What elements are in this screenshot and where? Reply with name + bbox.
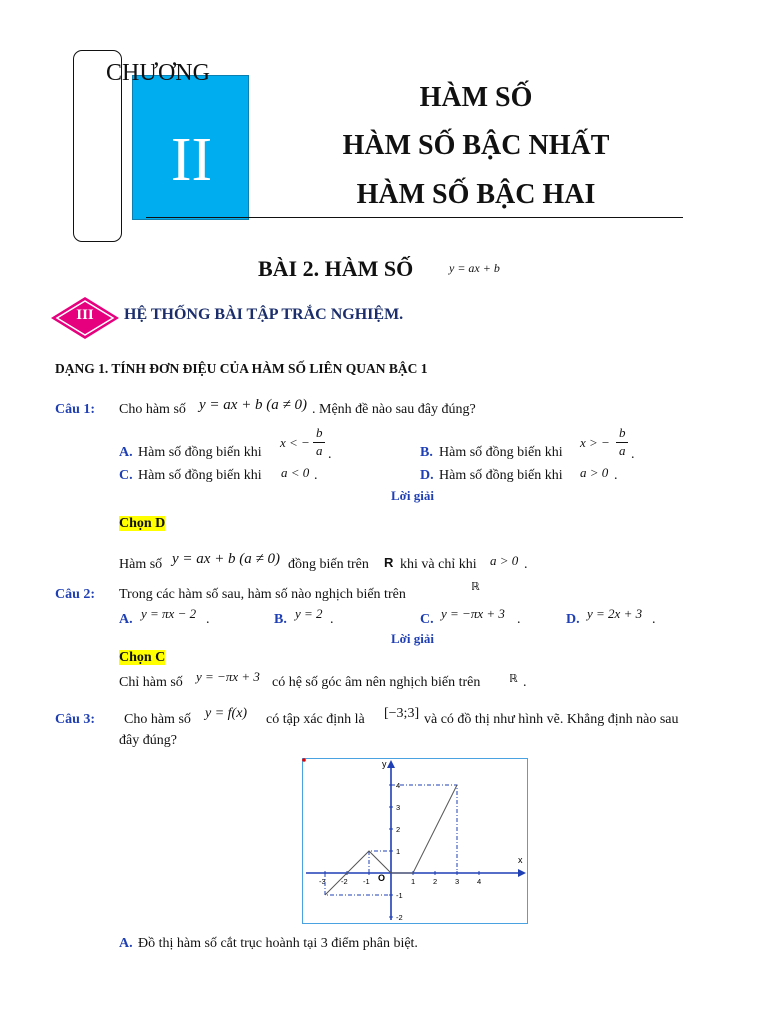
graph-corner-dot <box>302 758 306 762</box>
cau2-expl-b: có hệ số góc âm nên nghịch biến trên <box>272 675 481 690</box>
cau3-stem-d: đây đúng? <box>119 733 177 748</box>
section-title: HỆ THỐNG BÀI TẬP TRẮC NGHIỆM. <box>124 306 404 323</box>
cau2-optA-dot: . <box>206 612 210 627</box>
function-graph <box>302 758 528 924</box>
cau2-optD-label: D. <box>566 612 580 627</box>
y-tick-label: 2 <box>396 825 401 834</box>
cau2-optC-math: y = −πx + 3 <box>441 606 505 621</box>
y-tick-label: -1 <box>396 891 403 900</box>
cau1-optD-dot: . <box>614 468 618 483</box>
cau1-optD-text: Hàm số đồng biến khi <box>439 468 563 483</box>
cau1-expl-b: đồng biến trên <box>288 557 369 572</box>
cau1-stem-math: y = ax + b (a ≠ 0) <box>199 397 308 413</box>
cau2-expl-math: y = −πx + 3 <box>196 669 260 684</box>
cau1-optB-dot: . <box>631 447 635 462</box>
cau1-optC-math: a < 0 <box>281 465 310 480</box>
cau2-stem: Trong các hàm số sau, hàm số nào nghịch biến trên <box>119 587 406 602</box>
chapter-number: II <box>170 126 213 194</box>
cau2-solution-label: Lời giải <box>391 631 434 646</box>
x-axis-label: x <box>518 855 523 865</box>
cau3-stem-math2: [−3;3] <box>384 706 420 721</box>
cau3-optA-label: A. <box>119 936 133 951</box>
chapter-title-2: HÀM SỐ BẬC NHẤT <box>342 130 610 161</box>
chapter-title-3: HÀM SỐ BẬC HAI <box>356 179 596 210</box>
cau2-optB-dot: . <box>330 612 334 627</box>
cau1-optA-label: A. <box>119 445 133 460</box>
cau1-optC-text: Hàm số đồng biến khi <box>138 468 262 483</box>
y-tick-label: 1 <box>396 847 401 856</box>
cau1-expl-c: khi và chỉ khi <box>400 557 477 572</box>
cau1-optB-den: a <box>619 443 626 458</box>
cau1-expl-R: R <box>384 555 394 570</box>
cau2-answer <box>119 650 165 666</box>
cau2-optB-label: B. <box>274 612 287 627</box>
y-tick-label: 4 <box>396 781 401 790</box>
cau1-optB-label: B. <box>420 445 433 460</box>
cau1-optC-dot: . <box>314 468 318 483</box>
cau1-optC-label: C. <box>119 468 133 483</box>
cau2-optA-math: y = πx − 2 <box>141 606 197 621</box>
cau1-optB-math: x > − <box>580 435 610 450</box>
cau1-answer-text: Chọn D <box>119 516 166 531</box>
origin-label: O <box>378 873 386 883</box>
graph-frame <box>303 759 528 924</box>
cau3-stem-c: và có đồ thị như hình vẽ. Khẳng định nào sau <box>424 712 679 727</box>
cau2-stem-R: ℝ <box>471 580 480 593</box>
cau1-optA-text: Hàm số đồng biến khi <box>138 445 262 460</box>
x-tick-label: -1 <box>363 877 370 886</box>
chapter-title-1: HÀM SỐ <box>419 82 533 113</box>
cau2-expl-R: ℝ <box>509 672 518 685</box>
cau1-stem-a: Cho hàm số <box>119 402 186 417</box>
cau1-optB-text: Hàm số đồng biến khi <box>439 445 563 460</box>
cau1-expl-a: Hàm số <box>119 557 163 572</box>
section-badge-label: III <box>76 307 94 323</box>
x-tick-label: 1 <box>411 877 416 886</box>
chapter-word: CHƯƠNG <box>106 60 210 86</box>
x-tick-label: -2 <box>341 877 348 886</box>
lesson-title: BÀI 2. HÀM SỐ <box>258 256 414 281</box>
cau1-optA-math: x < − <box>280 435 310 450</box>
cau1-optD-math: a > 0 <box>580 465 609 480</box>
x-tick-label: 2 <box>433 877 438 886</box>
cau1-optA-num: b <box>316 425 323 440</box>
cau1-expl-math2: a > 0 <box>490 553 519 568</box>
cau2-expl-a: Chỉ hàm số <box>119 675 183 690</box>
cau1-expl-math: y = ax + b (a ≠ 0) <box>172 551 281 567</box>
header-rule <box>146 217 683 218</box>
cau2-expl-dot: . <box>523 675 527 690</box>
cau1-expl-dot: . <box>524 557 528 572</box>
y-tick-label: 3 <box>396 803 401 812</box>
cau2-optD-dot: . <box>652 612 656 627</box>
cau3-label: Câu 3: <box>55 712 96 727</box>
cau3-stem-math: y = f(x) <box>205 706 248 721</box>
cau3-stem-b: có tập xác định là <box>266 712 365 727</box>
x-tick-label: 3 <box>455 877 460 886</box>
cau1-optA-den: a <box>316 443 323 458</box>
cau2-optA-label: A. <box>119 612 133 627</box>
cau1-optA-dot: . <box>328 447 332 462</box>
cau1-label: Câu 1: <box>55 402 96 417</box>
y-axis-label: y <box>382 759 387 769</box>
cau3-stem-a: Cho hàm số <box>124 712 191 727</box>
cau1-optD-label: D. <box>420 468 434 483</box>
cau1-stem-b: . Mệnh đề nào sau đây đúng? <box>312 402 476 417</box>
cau1-optB-num: b <box>619 425 626 440</box>
lesson-formula: y = ax + b <box>449 261 500 275</box>
x-tick-label: 4 <box>477 877 482 886</box>
x-tick-label: -3 <box>319 877 326 886</box>
dang-heading: DẠNG 1. TÍNH ĐƠN ĐIỆU CỦA HÀM SỐ LIÊN QUAN BẬC 1 <box>55 361 428 376</box>
cau2-optC-label: C. <box>420 612 434 627</box>
cau2-answer-text: Chọn C <box>119 650 166 665</box>
cau3-optA-text: Đồ thị hàm số cắt trục hoành tại 3 điểm phân biệt. <box>138 936 418 951</box>
cau1-answer <box>119 516 165 532</box>
cau2-label: Câu 2: <box>55 587 96 602</box>
cau2-optD-math: y = 2x + 3 <box>587 606 643 621</box>
y-tick-label: -2 <box>396 913 403 922</box>
cau1-solution-label: Lời giải <box>391 488 434 503</box>
cau2-optC-dot: . <box>517 612 521 627</box>
cau2-optB-math: y = 2 <box>295 606 323 621</box>
